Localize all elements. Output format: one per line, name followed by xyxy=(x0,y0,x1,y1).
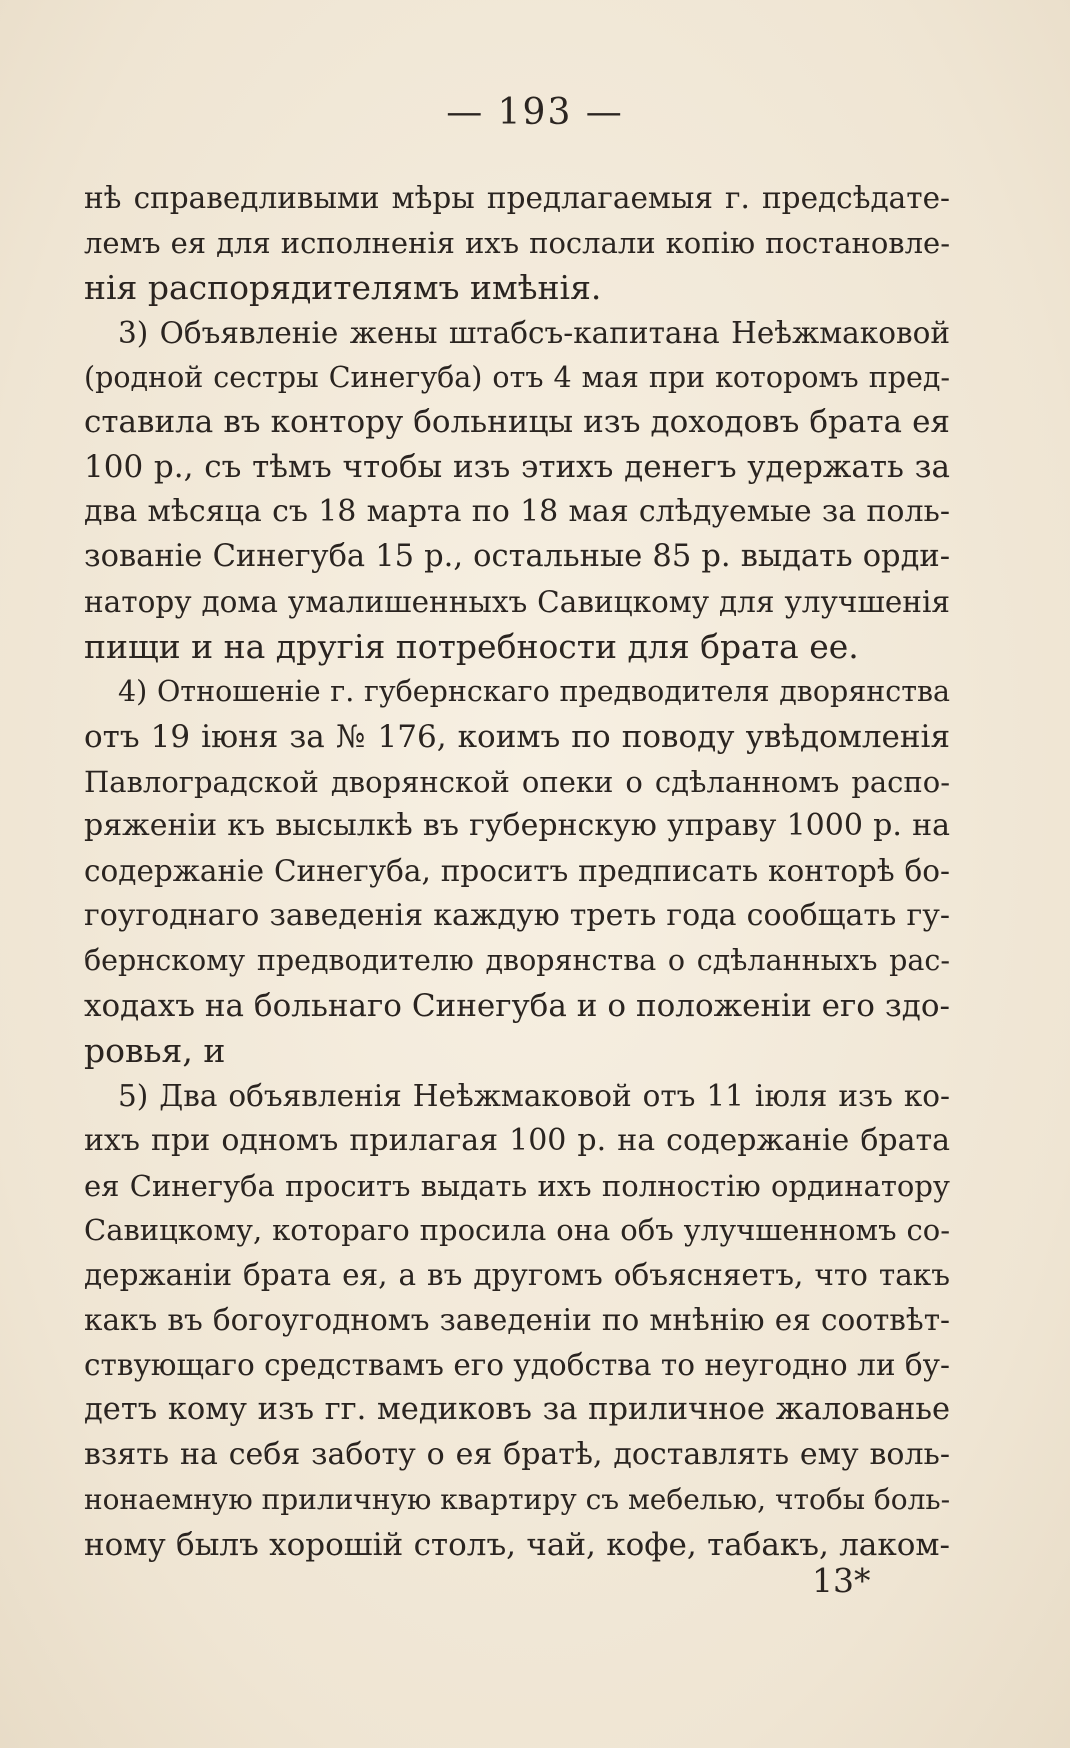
text-line: Павлоградской дворянской опеки о сдѣланномъ распо- xyxy=(84,764,950,799)
text-line: ряженіи къ высылкѣ въ губернскую управу 1000 р. на xyxy=(84,808,950,844)
text-line: пищи и на другія потребности для брата ее. xyxy=(84,626,859,666)
text-line: лемъ ея для исполненія ихъ послали копію постановле- xyxy=(84,225,950,260)
text-line: натору дома умалишенныхъ Савицкому для улучшенія xyxy=(84,585,950,620)
text-line: нѣ справедливыми мѣры предлагаемыя г. предсѣдате- xyxy=(84,181,950,215)
text-line: бернскому предводителю дворянства о сдѣланныхъ рас- xyxy=(84,944,950,978)
text-line: взять на себя заботу о ея братѣ, доставлять ему воль- xyxy=(84,1436,950,1472)
text-line: гоугоднаго заведенія каждую треть года сообщать гу- xyxy=(84,898,950,934)
text-line: какъ въ богоугодномъ заведеніи по мнѣнію ея соотвѣт- xyxy=(84,1303,950,1338)
paragraph-start-line: 5) Два объявленія Неѣжмаковой отъ 11 іюля изъ ко- xyxy=(118,1078,950,1113)
text-line: Савицкому, котораго просила она объ улучшенномъ со- xyxy=(84,1213,950,1248)
text-line: ихъ при одномъ прилагая 100 р. на содержаніе брата xyxy=(84,1122,950,1158)
text-line: ровья, и xyxy=(84,1030,226,1070)
text-line: содержаніе Синегуба, проситъ предписать конторѣ бо- xyxy=(84,854,950,889)
text-line: ходахъ на больнаго Синегуба и о положеніи его здо- xyxy=(84,988,950,1025)
paragraph-start-line: 3) Объявленіе жены штабсъ-капитана Неѣжмаковой xyxy=(118,315,950,350)
text-line: нія распорядителямъ имѣнія. xyxy=(84,267,602,307)
text-line: два мѣсяца съ 18 марта по 18 мая слѣдуемые за поль- xyxy=(84,494,950,530)
text-line: ея Синегуба проситъ выдать ихъ полностію ординатору xyxy=(84,1168,950,1203)
text-line: отъ 19 іюня за № 176, коимъ по поводу увѣдомленія xyxy=(84,718,950,755)
text-line: ставила въ контору больницы изъ доходовъ брата ея xyxy=(84,404,950,441)
text-line: ному былъ хорошій столъ, чай, кофе, табакъ, лаком- xyxy=(84,1526,950,1563)
text-line: зованіе Синегуба 15 р., остальные 85 р. выдать орди- xyxy=(84,539,950,575)
body-text xyxy=(84,176,950,1568)
text-line: детъ кому изъ гг. медиковъ за приличное жалованье xyxy=(84,1392,950,1428)
page-number: — 193 — xyxy=(446,92,624,133)
signature-mark: 13* xyxy=(812,1561,871,1600)
text-line: ствующаго средствамъ его удобства то неугодно ли бу- xyxy=(84,1348,950,1383)
text-line: держаніи брата ея, а въ другомъ объясняетъ, что такъ xyxy=(84,1258,950,1293)
text-line: (родной сестры Синегуба) отъ 4 мая при которомъ пред- xyxy=(84,360,950,394)
text-line: 100 р., съ тѣмъ чтобы изъ этихъ денегъ удержать за xyxy=(84,449,950,486)
paragraph-start-line: 4) Отношеніе г. губернскаго предводителя дворянства xyxy=(118,674,950,708)
text-line: нонаемную приличную квартиру съ мебелью, чтобы боль- xyxy=(84,1482,950,1516)
